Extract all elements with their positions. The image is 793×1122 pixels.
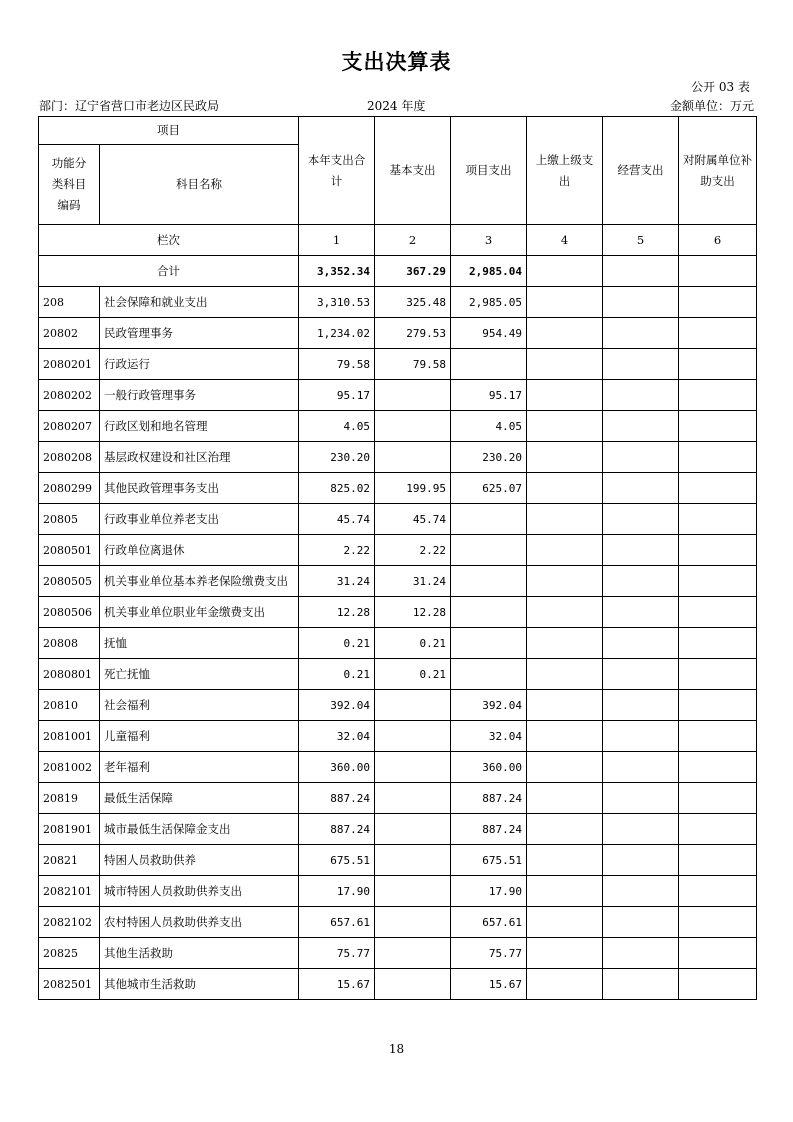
row-code: 20805 <box>39 504 100 535</box>
year-label: 2024 年度 <box>367 99 426 113</box>
row-business <box>603 442 679 473</box>
column-number: 6 <box>679 225 757 256</box>
row-name: 特困人员救助供养 <box>100 845 299 876</box>
row-business <box>603 969 679 1000</box>
row-project <box>451 566 527 597</box>
row-total: 1,234.02 <box>299 318 375 349</box>
row-basic <box>375 442 451 473</box>
row-subsidy <box>679 721 757 752</box>
header-project: 项目支出 <box>451 117 527 225</box>
table-row <box>39 938 757 969</box>
row-code: 2082501 <box>39 969 100 1000</box>
row-name: 行政区划和地名管理 <box>100 411 299 442</box>
row-code: 2081001 <box>39 721 100 752</box>
row-basic <box>375 752 451 783</box>
row-name: 城市最低生活保障金支出 <box>100 814 299 845</box>
row-basic <box>375 380 451 411</box>
table-row <box>39 535 757 566</box>
table-row <box>39 690 757 721</box>
row-subsidy <box>679 907 757 938</box>
row-business <box>603 473 679 504</box>
row-upper <box>527 814 603 845</box>
row-name: 抚恤 <box>100 628 299 659</box>
row-project: 887.24 <box>451 783 527 814</box>
unit-label: 金额单位：万元 <box>669 99 754 113</box>
row-subsidy <box>679 845 757 876</box>
table-row <box>39 473 757 504</box>
total-subsidy <box>679 256 757 287</box>
row-business <box>603 287 679 318</box>
table-row <box>39 907 757 938</box>
row-basic <box>375 783 451 814</box>
row-name: 社会保障和就业支出 <box>100 287 299 318</box>
row-name: 民政管理事务 <box>100 318 299 349</box>
row-code: 2082101 <box>39 876 100 907</box>
row-basic <box>375 907 451 938</box>
row-code: 2082102 <box>39 907 100 938</box>
row-subsidy <box>679 287 757 318</box>
row-upper <box>527 504 603 535</box>
expenditure-table <box>38 116 757 1000</box>
row-code: 2080299 <box>39 473 100 504</box>
row-upper <box>527 628 603 659</box>
row-code: 20819 <box>39 783 100 814</box>
row-total: 4.05 <box>299 411 375 442</box>
row-total: 95.17 <box>299 380 375 411</box>
row-code: 2080501 <box>39 535 100 566</box>
row-total: 32.04 <box>299 721 375 752</box>
row-business <box>603 597 679 628</box>
header-total: 本年支出合计 <box>299 117 375 225</box>
row-code: 2081901 <box>39 814 100 845</box>
row-code: 2080801 <box>39 659 100 690</box>
row-subsidy <box>679 442 757 473</box>
row-business <box>603 380 679 411</box>
row-code: 2080202 <box>39 380 100 411</box>
row-business <box>603 783 679 814</box>
row-subsidy <box>679 504 757 535</box>
total-upper <box>527 256 603 287</box>
row-project <box>451 349 527 380</box>
row-code: 208 <box>39 287 100 318</box>
row-subsidy <box>679 814 757 845</box>
row-project: 75.77 <box>451 938 527 969</box>
row-name: 农村特困人员救助供养支出 <box>100 907 299 938</box>
row-project <box>451 535 527 566</box>
row-subsidy <box>679 566 757 597</box>
row-business <box>603 907 679 938</box>
row-upper <box>527 969 603 1000</box>
row-basic: 325.48 <box>375 287 451 318</box>
row-upper <box>527 783 603 814</box>
row-name: 儿童福利 <box>100 721 299 752</box>
row-total: 31.24 <box>299 566 375 597</box>
row-code: 20808 <box>39 628 100 659</box>
row-code: 2080201 <box>39 349 100 380</box>
row-subsidy <box>679 318 757 349</box>
table-row <box>39 845 757 876</box>
row-total: 360.00 <box>299 752 375 783</box>
row-business <box>603 349 679 380</box>
row-business <box>603 721 679 752</box>
row-project <box>451 659 527 690</box>
row-name: 行政运行 <box>100 349 299 380</box>
total-label: 合计 <box>39 256 299 287</box>
header-code: 功能分类科目编码 <box>39 145 100 225</box>
column-number: 1 <box>299 225 375 256</box>
row-name: 城市特困人员救助供养支出 <box>100 876 299 907</box>
row-total: 392.04 <box>299 690 375 721</box>
row-business <box>603 659 679 690</box>
table-row <box>39 411 757 442</box>
row-name: 行政事业单位养老支出 <box>100 504 299 535</box>
table-row <box>39 318 757 349</box>
row-name: 行政单位离退休 <box>100 535 299 566</box>
row-name: 最低生活保障 <box>100 783 299 814</box>
row-total: 887.24 <box>299 814 375 845</box>
row-total: 230.20 <box>299 442 375 473</box>
row-project: 657.61 <box>451 907 527 938</box>
row-basic <box>375 938 451 969</box>
row-basic <box>375 411 451 442</box>
column-number: 2 <box>375 225 451 256</box>
table-row <box>39 969 757 1000</box>
row-upper <box>527 721 603 752</box>
row-name: 其他生活救助 <box>100 938 299 969</box>
row-upper <box>527 752 603 783</box>
row-basic: 279.53 <box>375 318 451 349</box>
row-total: 657.61 <box>299 907 375 938</box>
row-total: 15.67 <box>299 969 375 1000</box>
row-subsidy <box>679 690 757 721</box>
row-business <box>603 566 679 597</box>
row-code: 2080505 <box>39 566 100 597</box>
total-row <box>39 256 757 287</box>
row-code: 2080208 <box>39 442 100 473</box>
row-code: 2081002 <box>39 752 100 783</box>
row-code: 20810 <box>39 690 100 721</box>
page-title: 支出决算表 <box>341 50 452 74</box>
row-upper <box>527 411 603 442</box>
row-upper <box>527 845 603 876</box>
row-subsidy <box>679 876 757 907</box>
row-project <box>451 597 527 628</box>
form-number: 公开 03 表 <box>691 80 750 94</box>
row-basic: 12.28 <box>375 597 451 628</box>
report-meta <box>39 97 754 113</box>
row-business <box>603 690 679 721</box>
total-business <box>603 256 679 287</box>
table-row <box>39 597 757 628</box>
row-upper <box>527 380 603 411</box>
row-basic <box>375 721 451 752</box>
row-project: 230.20 <box>451 442 527 473</box>
row-basic <box>375 845 451 876</box>
row-basic: 199.95 <box>375 473 451 504</box>
row-project: 15.67 <box>451 969 527 1000</box>
row-project: 360.00 <box>451 752 527 783</box>
row-project <box>451 504 527 535</box>
row-upper <box>527 535 603 566</box>
row-business <box>603 752 679 783</box>
row-basic: 31.24 <box>375 566 451 597</box>
row-name: 老年福利 <box>100 752 299 783</box>
row-name: 社会福利 <box>100 690 299 721</box>
row-subsidy <box>679 597 757 628</box>
row-total: 17.90 <box>299 876 375 907</box>
row-project: 625.07 <box>451 473 527 504</box>
row-subsidy <box>679 628 757 659</box>
row-subsidy <box>679 349 757 380</box>
header-upper: 上缴上级支出 <box>527 117 603 225</box>
row-total: 0.21 <box>299 628 375 659</box>
table-row <box>39 659 757 690</box>
row-basic: 0.21 <box>375 628 451 659</box>
row-business <box>603 876 679 907</box>
row-business <box>603 318 679 349</box>
row-project: 2,985.05 <box>451 287 527 318</box>
column-number: 5 <box>603 225 679 256</box>
header-subsidy: 对附属单位补助支出 <box>679 117 757 225</box>
table-row <box>39 876 757 907</box>
row-upper <box>527 318 603 349</box>
row-basic: 2.22 <box>375 535 451 566</box>
table-row <box>39 814 757 845</box>
row-total: 2.22 <box>299 535 375 566</box>
row-total: 675.51 <box>299 845 375 876</box>
row-project: 954.49 <box>451 318 527 349</box>
header-basic: 基本支出 <box>375 117 451 225</box>
table-row <box>39 504 757 535</box>
total-basic: 367.29 <box>375 256 451 287</box>
row-code: 20802 <box>39 318 100 349</box>
table-row <box>39 349 757 380</box>
row-subsidy <box>679 535 757 566</box>
row-upper <box>527 349 603 380</box>
table-row <box>39 380 757 411</box>
row-total: 45.74 <box>299 504 375 535</box>
row-subsidy <box>679 969 757 1000</box>
row-upper <box>527 597 603 628</box>
row-business <box>603 814 679 845</box>
row-upper <box>527 566 603 597</box>
row-total: 3,310.53 <box>299 287 375 318</box>
column-number-label: 栏次 <box>39 225 299 256</box>
row-project: 675.51 <box>451 845 527 876</box>
table-row <box>39 442 757 473</box>
table-row <box>39 721 757 752</box>
row-project: 95.17 <box>451 380 527 411</box>
row-basic: 0.21 <box>375 659 451 690</box>
row-basic <box>375 969 451 1000</box>
page-number: 18 <box>388 1042 405 1056</box>
row-subsidy <box>679 473 757 504</box>
row-total: 825.02 <box>299 473 375 504</box>
row-total: 887.24 <box>299 783 375 814</box>
row-upper <box>527 690 603 721</box>
row-name: 机关事业单位基本养老保险缴费支出 <box>100 566 299 597</box>
row-project: 32.04 <box>451 721 527 752</box>
table-row <box>39 783 757 814</box>
row-basic <box>375 876 451 907</box>
row-total: 12.28 <box>299 597 375 628</box>
row-name: 机关事业单位职业年金缴费支出 <box>100 597 299 628</box>
row-upper <box>527 907 603 938</box>
row-project: 4.05 <box>451 411 527 442</box>
row-subsidy <box>679 659 757 690</box>
row-business <box>603 845 679 876</box>
row-total: 79.58 <box>299 349 375 380</box>
row-basic: 79.58 <box>375 349 451 380</box>
row-name: 其他民政管理事务支出 <box>100 473 299 504</box>
row-project: 392.04 <box>451 690 527 721</box>
table-row <box>39 752 757 783</box>
row-subsidy <box>679 783 757 814</box>
row-subsidy <box>679 938 757 969</box>
row-upper <box>527 442 603 473</box>
header-name: 科目名称 <box>100 145 299 225</box>
column-number: 4 <box>527 225 603 256</box>
row-subsidy <box>679 752 757 783</box>
row-subsidy <box>679 411 757 442</box>
row-name: 死亡抚恤 <box>100 659 299 690</box>
row-project <box>451 628 527 659</box>
row-business <box>603 504 679 535</box>
row-upper <box>527 938 603 969</box>
row-name: 一般行政管理事务 <box>100 380 299 411</box>
row-business <box>603 628 679 659</box>
row-code: 20821 <box>39 845 100 876</box>
table-row <box>39 287 757 318</box>
row-code: 20825 <box>39 938 100 969</box>
row-business <box>603 938 679 969</box>
row-basic <box>375 814 451 845</box>
row-upper <box>527 876 603 907</box>
row-subsidy <box>679 380 757 411</box>
row-project: 17.90 <box>451 876 527 907</box>
row-upper <box>527 473 603 504</box>
row-basic: 45.74 <box>375 504 451 535</box>
row-name: 其他城市生活救助 <box>100 969 299 1000</box>
row-name: 基层政权建设和社区治理 <box>100 442 299 473</box>
row-total: 75.77 <box>299 938 375 969</box>
row-business <box>603 411 679 442</box>
row-project: 887.24 <box>451 814 527 845</box>
table-row <box>39 628 757 659</box>
row-code: 2080207 <box>39 411 100 442</box>
total-amount: 3,352.34 <box>299 256 375 287</box>
header-business: 经营支出 <box>603 117 679 225</box>
row-upper <box>527 659 603 690</box>
table-row <box>39 566 757 597</box>
row-code: 2080506 <box>39 597 100 628</box>
row-basic <box>375 690 451 721</box>
header-item: 项目 <box>39 117 299 145</box>
row-business <box>603 535 679 566</box>
department-label: 部门：辽宁省营口市老边区民政局 <box>39 99 220 113</box>
column-number: 3 <box>451 225 527 256</box>
total-project: 2,985.04 <box>451 256 527 287</box>
row-upper <box>527 287 603 318</box>
row-total: 0.21 <box>299 659 375 690</box>
